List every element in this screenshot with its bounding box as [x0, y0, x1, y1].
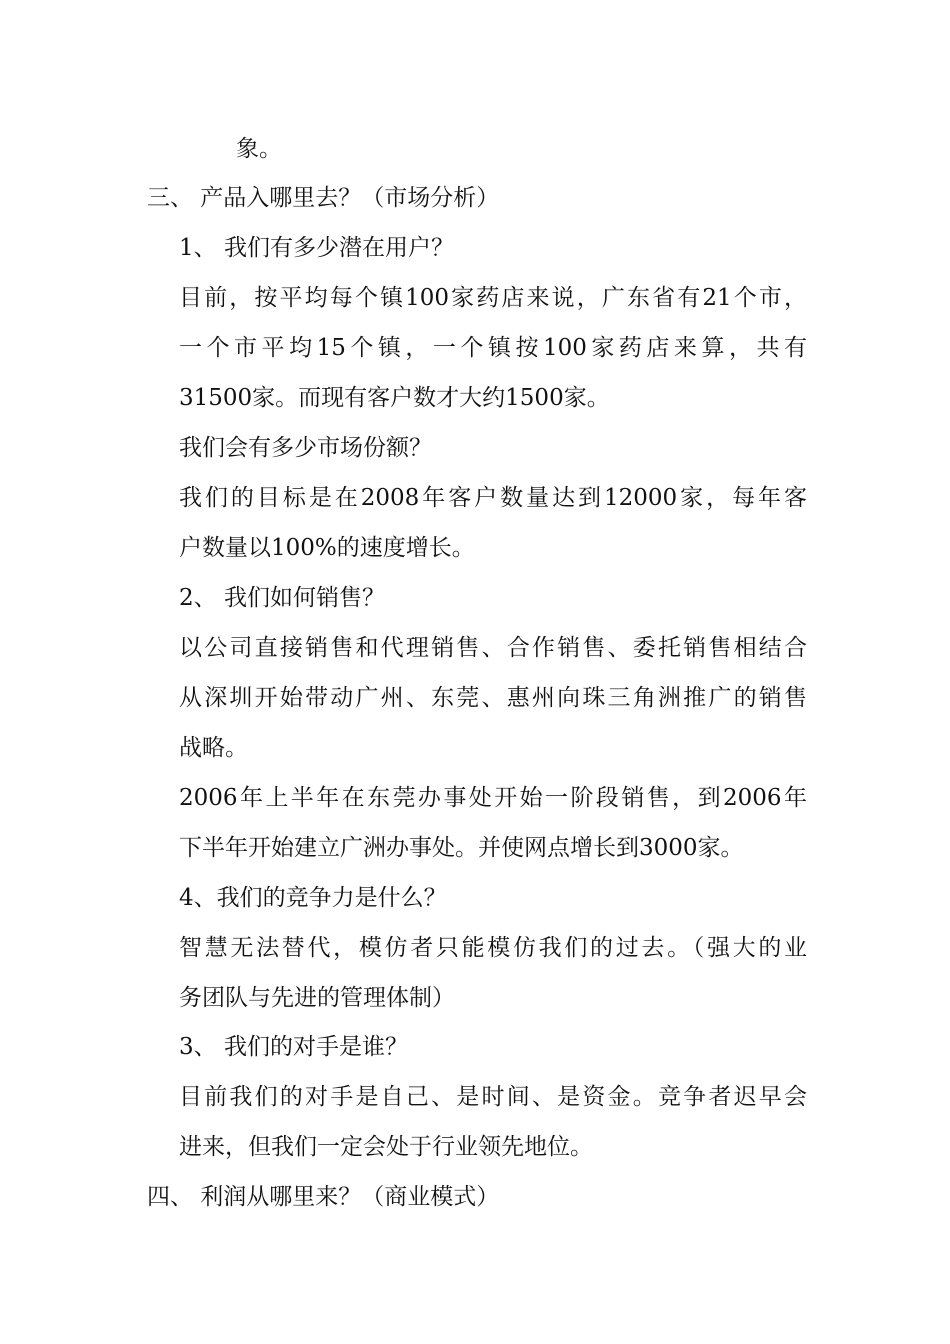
paragraph-line: 2006年上半年在东莞办事处开始一阶段销售，到2006年	[179, 785, 807, 811]
paragraph-line: 我们的目标是在2008年客户数量达到12000家，每年客	[179, 485, 807, 511]
subheading-2: 2、 我们如何销售？	[179, 585, 385, 611]
subheading-3: 3、 我们的对手是谁？	[179, 1034, 408, 1060]
paragraph-line: 户数量以100%的速度增长。	[179, 535, 475, 561]
paragraph-line: 智慧无法替代，模仿者只能模仿我们的过去。（强大的业	[179, 935, 807, 961]
subheading-1: 1、 我们有多少潜在用户？	[179, 235, 454, 261]
paragraph-line: 一个市平均15个镇，一个镇按100家药店来算，共有	[179, 335, 807, 361]
paragraph-line: 战略。	[179, 735, 248, 761]
question-line: 我们会有多少市场份额？	[179, 435, 432, 461]
paragraph-line: 从深圳开始带动广州、东莞、惠州向珠三角洲推广的销售	[179, 685, 807, 711]
paragraph-line: 31500家。而现有客户数才大约1500家。	[179, 385, 610, 411]
section-heading-3: 三、 产品入哪里去？（市场分析）	[147, 185, 500, 211]
paragraph-line: 下半年开始建立广洲办事处。并使网点增长到3000家。	[179, 835, 744, 861]
paragraph-line: 务团队与先进的管理体制）	[179, 985, 455, 1011]
paragraph-line: 目前我们的对手是自己、是时间、是资金。竞争者迟早会	[179, 1084, 807, 1110]
subheading-4: 4、我们的竞争力是什么？	[179, 885, 447, 911]
section-heading-4: 四、 利润从哪里来？（商业模式）	[147, 1184, 500, 1210]
continuation-line: 象。	[236, 136, 282, 162]
paragraph-line: 目前，按平均每个镇100家药店来说，广东省有21个市，	[179, 285, 807, 311]
paragraph-line: 进来，但我们一定会处于行业领先地位。	[179, 1134, 593, 1160]
paragraph-line: 以公司直接销售和代理销售、合作销售、委托销售相结合	[179, 635, 807, 661]
